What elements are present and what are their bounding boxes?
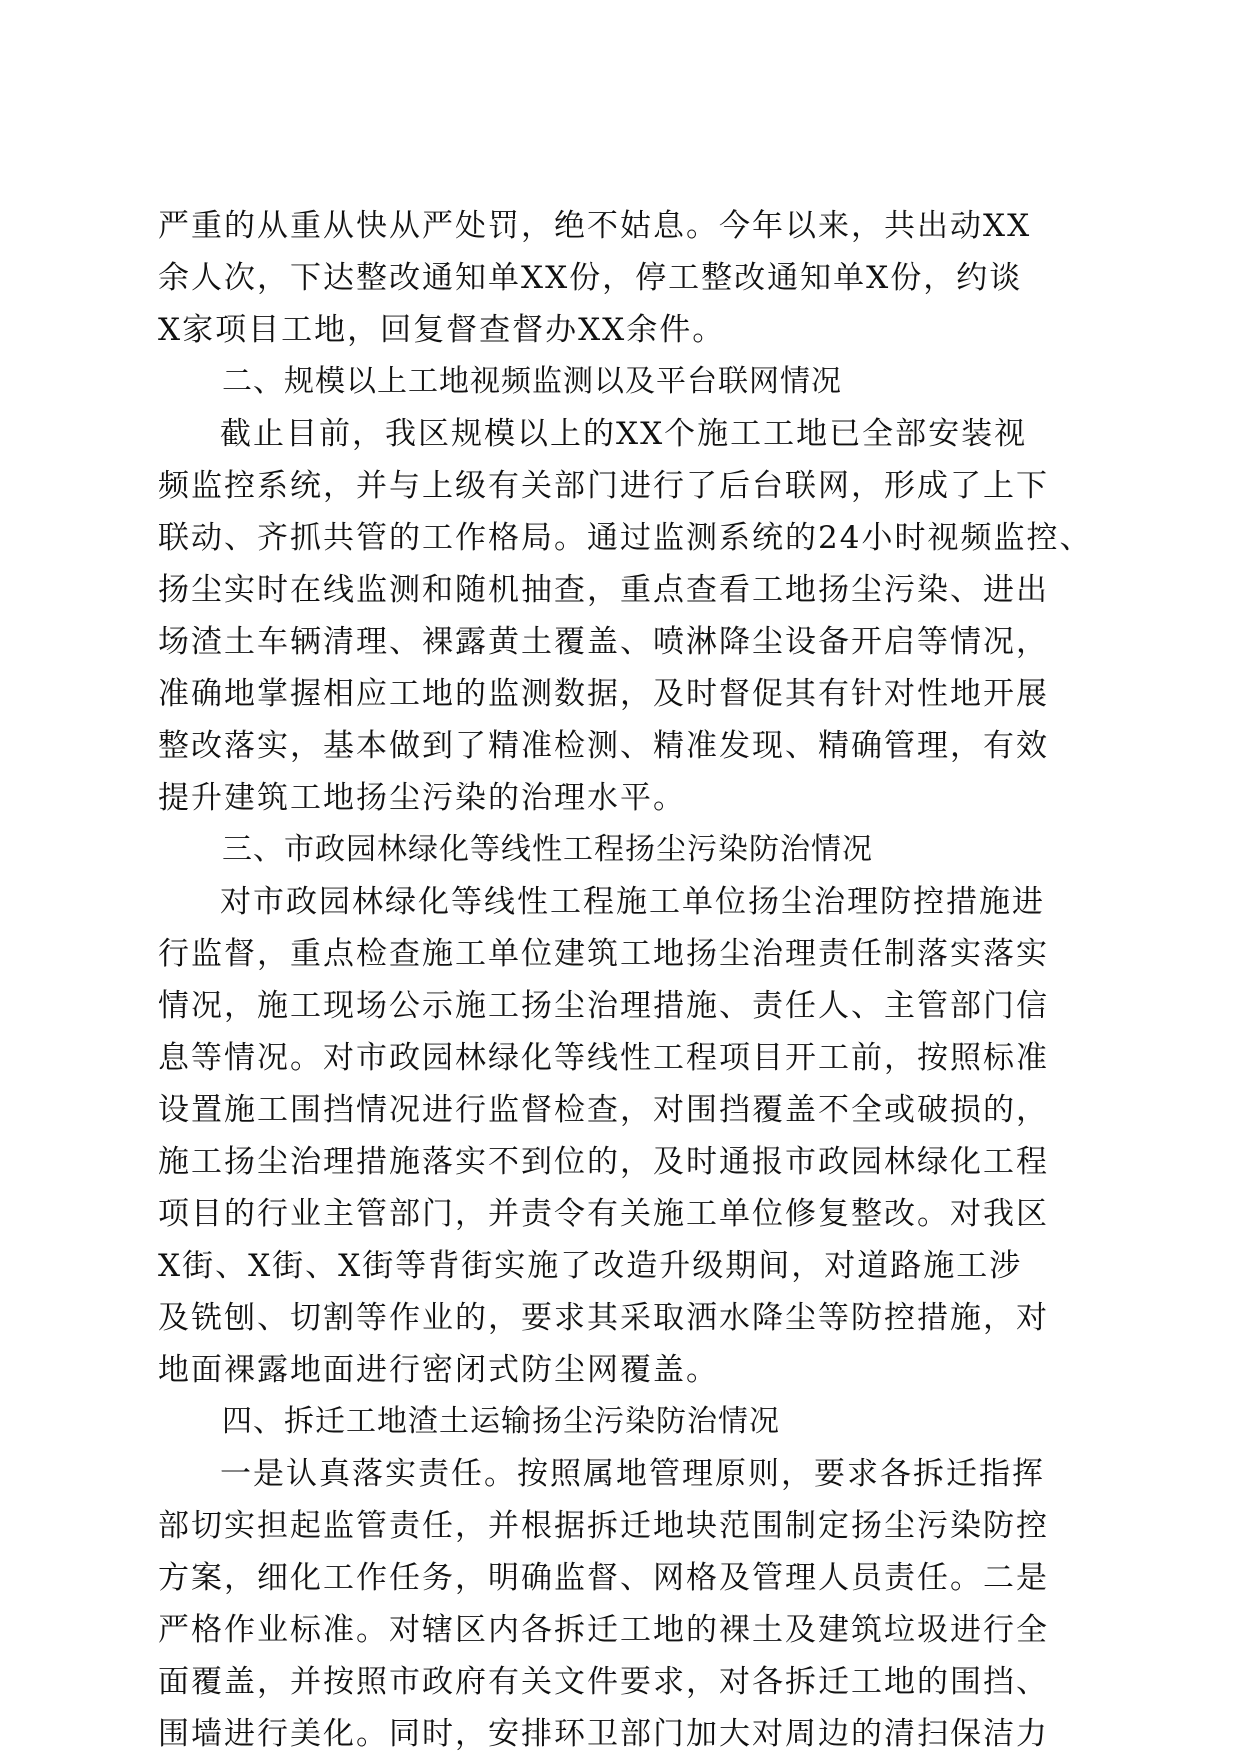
text-line: 设置施工围挡情况进行监督检查，对围挡覆盖不全或破损的， bbox=[158, 1092, 1049, 1128]
text-line: 严格作业标准。对辖区内各拆迁工地的裸土及建筑垃圾进行全 bbox=[158, 1612, 1049, 1648]
text-line: 余人次，下达整改通知单XX份，停工整改通知单X份，约谈 bbox=[158, 260, 1023, 296]
text-line: 行监督，重点检查施工单位建筑工地扬尘治理责任制落实落实 bbox=[158, 936, 1049, 972]
text-line: 息等情况。对市政园林绿化等线性工程项目开工前，按照标准 bbox=[158, 1040, 1049, 1076]
text-line: 准确地掌握相应工地的监测数据，及时督促其有针对性地开展 bbox=[158, 676, 1049, 712]
text-line: 一是认真落实责任。按照属地管理原则，要求各拆迁指挥 bbox=[220, 1456, 1045, 1492]
text-line: 围墙进行美化。同时，安排环卫部门加大对周边的清扫保洁力 bbox=[158, 1716, 1049, 1752]
text-line: 方案，细化工作任务，明确监督、网格及管理人员责任。二是 bbox=[158, 1560, 1049, 1596]
text-line: 地面裸露地面进行密闭式防尘网覆盖。 bbox=[158, 1352, 719, 1388]
text-line: 提升建筑工地扬尘污染的治理水平。 bbox=[158, 780, 686, 816]
section-heading: 三、市政园林绿化等线性工程扬尘污染防治情况 bbox=[222, 832, 873, 867]
text-line: 联动、齐抓共管的工作格局。通过监测系统的24小时视频监控、 bbox=[158, 520, 1093, 556]
text-line: 截止目前，我区规模以上的XX个施工工地已全部安装视 bbox=[220, 416, 1028, 452]
text-line: 整改落实，基本做到了精准检测、精准发现、精确管理，有效 bbox=[158, 728, 1049, 764]
text-line: 施工扬尘治理措施落实不到位的，及时通报市政园林绿化工程 bbox=[158, 1144, 1049, 1180]
text-line: 项目的行业主管部门，并责令有关施工单位修复整改。对我区 bbox=[158, 1196, 1049, 1232]
text-line: 严重的从重从快从严处罚，绝不姑息。今年以来，共出动XX bbox=[158, 208, 1032, 244]
text-line: 场渣土车辆清理、裸露黄土覆盖、喷淋降尘设备开启等情况， bbox=[158, 624, 1049, 660]
text-line: 及铣刨、切割等作业的，要求其采取洒水降尘等防控措施，对 bbox=[158, 1300, 1049, 1336]
text-line: 频监控系统，并与上级有关部门进行了后台联网，形成了上下 bbox=[158, 468, 1049, 504]
text-line: X街、X街、X街等背街实施了改造升级期间，对道路施工涉 bbox=[158, 1248, 1023, 1284]
text-line: 扬尘实时在线监测和随机抽查，重点查看工地扬尘污染、进出 bbox=[158, 572, 1049, 608]
text-line: 面覆盖，并按照市政府有关文件要求，对各拆迁工地的围挡、 bbox=[158, 1664, 1049, 1700]
section-heading: 四、拆迁工地渣土运输扬尘污染防治情况 bbox=[222, 1404, 780, 1439]
text-line: 部切实担起监管责任，并根据拆迁地块范围制定扬尘污染防控 bbox=[158, 1508, 1049, 1544]
document-body bbox=[158, 200, 1093, 1760]
section-heading: 二、规模以上工地视频监测以及平台联网情况 bbox=[222, 364, 842, 399]
text-line: X家项目工地，回复督查督办XX余件。 bbox=[158, 312, 726, 348]
text-line: 对市政园林绿化等线性工程施工单位扬尘治理防控措施进 bbox=[220, 884, 1045, 920]
text-line: 情况，施工现场公示施工扬尘治理措施、责任人、主管部门信 bbox=[158, 988, 1049, 1024]
